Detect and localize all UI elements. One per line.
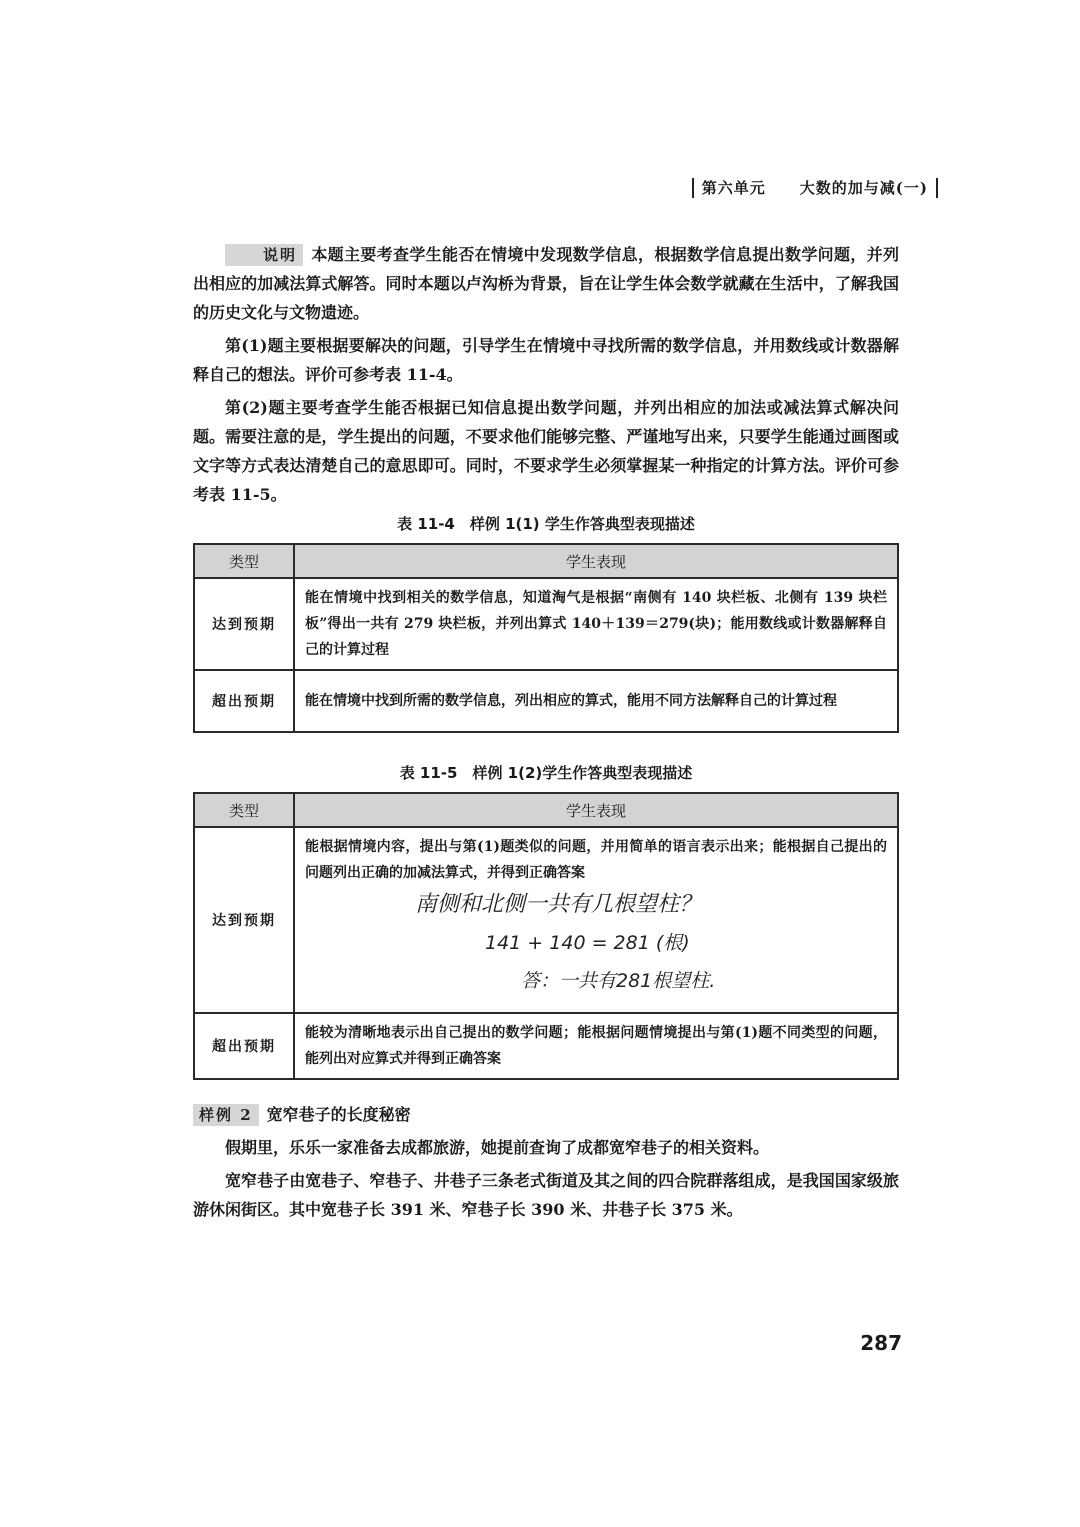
table-2-header-type: 类型 [194, 793, 294, 827]
table-2-row-2-type: 超出预期 [194, 1013, 294, 1079]
table-2 [193, 792, 899, 1080]
running-head-title: 大数的加与减(一) [799, 179, 928, 197]
table-row [194, 578, 898, 670]
running-head-right-bar [936, 178, 938, 198]
explanation-tag: 说明 [225, 244, 303, 266]
table-1-row-1-desc: 能在情境中找到相关的数学信息，知道淘气是根据“南侧有 140 块栏板、北侧有 139 块栏板”得出一共有 279 块栏板，并列出算式 140＋139＝279(块)；能用数线或计数器解释自己的计算过程 [294, 578, 898, 670]
table-2-row-1-type: 达到预期 [194, 827, 294, 1013]
sample-2-section [193, 1100, 899, 1228]
table-row [194, 827, 898, 1013]
table-2-row-2-desc: 能较为清晰地表示出自己提出的数学问题；能根据问题情境提出与第(1)题不同类型的问题，能列出对应算式并得到正确答案 [294, 1013, 898, 1079]
sample-2-title: 宽窄巷子的长度秘密 [266, 1105, 411, 1124]
intro-paragraph-1: 说明 本题主要考查学生能否在情境中发现数学信息，根据数学信息提出数学问题，并列出相应的加减法算式解答。同时本题以卢沟桥为背景，旨在让学生体会数学就藏在生活中，了解我国的历史文化与文物遗迹。 [193, 245, 899, 322]
table-2-header-desc: 学生表现 [294, 793, 898, 827]
table-2-caption: 表 11-5 样例 1(2)学生作答典型表现描述 [399, 764, 693, 782]
sample-2-tag: 样例 2 [193, 1104, 259, 1126]
table-1-header-row [194, 544, 898, 578]
sample-2-heading [193, 1100, 899, 1129]
sample-2-paragraph-1: 假期里，乐乐一家准备去成都旅游，她提前查询了成都宽窄巷子的相关资料。 [225, 1138, 770, 1157]
running-head-left-bar [692, 178, 694, 198]
intro-paragraph-2: 第(1)题主要根据要解决的问题，引导学生在情境中寻找所需的数学信息，并用数线或计数器解释自己的想法。评价可参考表 11-4。 [193, 336, 899, 384]
table-1 [193, 543, 899, 733]
table-2-row-1-cell [294, 827, 898, 1013]
handwritten-equation: 141 + 140 = 281 (根) [485, 932, 690, 954]
table-1-header-desc: 学生表现 [294, 544, 898, 578]
table-1-row-2-type: 超出预期 [194, 670, 294, 732]
table-1-row-2-desc: 能在情境中找到所需的数学信息，列出相应的算式，能用不同方法解释自己的计算过程 [294, 670, 898, 732]
intro-section [193, 240, 899, 513]
table-1-row-1-type: 达到预期 [194, 578, 294, 670]
table-row [194, 1013, 898, 1079]
table-row [194, 670, 898, 732]
sample-2-paragraph-2: 宽窄巷子由宽巷子、窄巷子、井巷子三条老式街道及其之间的四合院群落组成，是我国国家级旅游休闲街区。其中宽巷子长 391 米、窄巷子长 390 米、井巷子长 375 米。 [193, 1171, 899, 1219]
running-head-unit: 第六单元 [701, 179, 766, 197]
table-2-header-row [194, 793, 898, 827]
handwritten-answer: 答：一共有281根望柱. [521, 970, 716, 992]
page-number: 287 [860, 1331, 902, 1355]
table-2-row-1-desc: 能根据情境内容，提出与第(1)题类似的问题，并用简单的语言表示出来；能根据自己提出的问题列出正确的加减法算式，并得到正确答案 [305, 839, 887, 881]
table-1-caption: 表 11-4 样例 1(1) 学生作答典型表现描述 [397, 515, 695, 533]
table-1-header-type: 类型 [194, 544, 294, 578]
intro-paragraph-3: 第(2)题主要考查学生能否根据已知信息提出数学问题，并列出相应的加法或减法算式解决问题。需要注意的是，学生提出的问题，不要求他们能够完整、严谨地写出来，只要学生能通过画图或文字等方式表达清楚自己的意思即可。同时，不要求学生必须掌握某一种指定的计算方法。评价可参考表 11-5。 [193, 398, 899, 504]
handwritten-question: 南侧和北侧一共有几根望柱？ [415, 892, 702, 917]
running-head [692, 177, 938, 198]
